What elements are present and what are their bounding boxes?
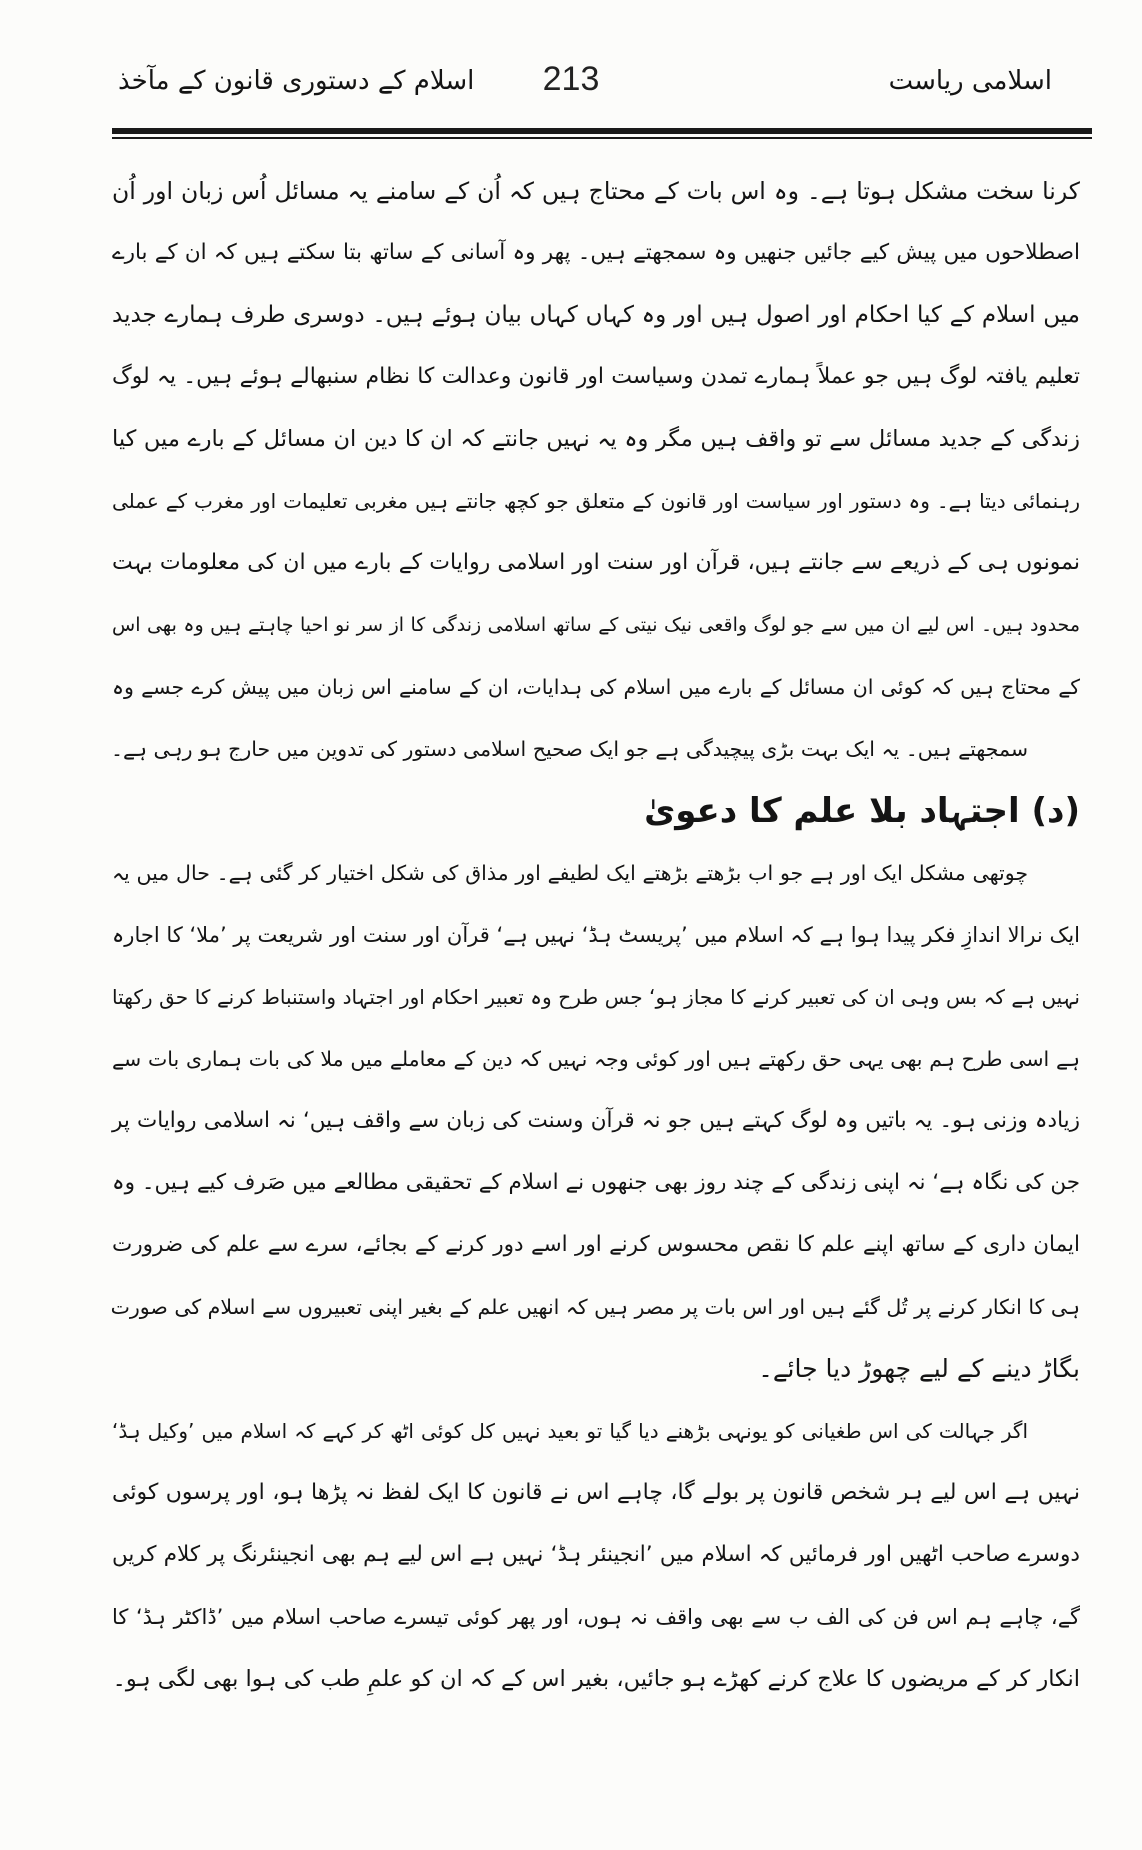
text-line: چوتھی مشکل ایک اور ہے جو اب بڑھتے بڑھتے ایک لطیفے اور مذاق کی شکل اختیار کر گئی ہے۔ حال میں یہ	[112, 861, 1028, 885]
text-line: انکار کر کے مریضوں کا علاج کرنے کھڑے ہو جائیں، بغیر اس کے کہ ان کو علمِ طب کی ہوا بھی لگی ہو۔	[112, 1666, 1080, 1692]
header-rule-thin	[112, 137, 1092, 139]
page-body	[112, 160, 1080, 1710]
running-header-chapter-title: اسلام کے دستوری قانون کے مآخذ	[118, 66, 475, 96]
text-line: ہے اسی طرح ہم بھی یہی حق رکھتے ہیں اور کوئی وجہ نہیں کہ دین کے معاملے میں ملا کی بات ہماری بات سے	[112, 1047, 1080, 1071]
text-line: اگر جہالت کی اس طغیانی کو یونہی بڑھنے دیا گیا تو بعید نہیں کل کوئی اٹھ کر کہے کہ اسلام میں ’وکیل ہڈ‘	[112, 1419, 1028, 1443]
text-line: جن کی نگاہ ہے‘ نہ اپنی زندگی کے چند روز بھی جنھوں نے اسلام کے تحقیقی مطالعے میں صَرف کیے ہیں۔ وہ	[112, 1170, 1080, 1195]
text-line: دوسرے صاحب اٹھیں اور فرمائیں کہ اسلام میں ’انجینئر ہڈ‘ نہیں ہے اس لیے ہم بھی انجینئرنگ پر کلام کریں	[112, 1542, 1080, 1567]
section-heading: (د) اجتہاد بلا علم کا دعویٰ	[644, 791, 1080, 831]
text-line: نمونوں ہی کے ذریعے سے جانتے ہیں، قرآن اور سنت اور اسلامی روایات کے بارے میں ان کی معلومات بہت	[112, 550, 1080, 575]
text-line: کرنا سخت مشکل ہوتا ہے۔ وہ اس بات کے محتاج ہیں کہ اُن کے سامنے یہ مسائل اُس زبان اور اُن	[112, 177, 1080, 205]
text-line: بگاڑ دینے کے لیے چھوڑ دیا جائے۔	[758, 1354, 1080, 1383]
header-rule-thick	[112, 128, 1092, 134]
text-line: گے، چاہے ہم اس فن کی الف ب سے بھی واقف نہ ہوں، اور پھر کوئی تیسرے صاحب اسلام میں ’ڈاکٹر ہڈ‘ کا	[112, 1605, 1080, 1629]
text-line: نہیں ہے اس لیے ہر شخص قانون پر بولے گا، چاہے اس نے قانون کا ایک لفظ نہ پڑھا ہو، اور پرسوں کوئی	[112, 1480, 1080, 1505]
running-header-book-title: اسلامی ریاست	[888, 66, 1052, 96]
text-line: ہی کا انکار کرنے پر تُل گئے ہیں اور اس بات پر مصر ہیں کہ انھیں علم کے بغیر اپنی تعبیروں سے اسلام کی صورت	[110, 1295, 1080, 1319]
text-line: میں اسلام کے کیا احکام اور اصول ہیں اور وہ کہاں کہاں بیان ہوئے ہیں۔ دوسری طرف ہمارے جدید	[112, 302, 1080, 328]
text-line: محدود ہیں۔ اس لیے ان میں سے جو لوگ واقعی نیک نیتی کے ساتھ اسلامی زندگی کا از سر نو احیا چاہتے ہیں وہ بھی اس	[112, 614, 1080, 636]
text-line: کے محتاج ہیں کہ کوئی ان مسائل کے بارے میں اسلام کی ہدایات، ان کے سامنے اس زبان میں پیش کرے جسے وہ	[112, 675, 1080, 699]
text-line: اصطلاحوں میں پیش کیے جائیں جنھیں وہ سمجھتے ہیں۔ پھر وہ آسانی کے ساتھ بتا سکتے ہیں کہ ان کے بارے	[112, 240, 1080, 265]
text-line: زندگی کے جدید مسائل سے تو واقف ہیں مگر وہ یہ نہیں جانتے کہ ان کا دین ان مسائل کے بارے میں کیا	[112, 426, 1080, 452]
text-line: رہنمائی دیتا ہے۔ وہ دستور اور سیاست اور قانون کے متعلق جو کچھ جانتے ہیں مغربی تعلیمات اور مغرب کے عملی	[112, 489, 1080, 513]
text-line: نہیں ہے کہ بس وہی ان کی تعبیر کرنے کا مجاز ہو‘ جس طرح وہ تعبیر احکام اور اجتہاد واستنباط کرنے کا حق رکھتا	[112, 985, 1081, 1009]
text-line: ایک نرالا اندازِ فکر پیدا ہوا ہے کہ اسلام میں ’پریسٹ ہڈ‘ نہیں ہے‘ قرآن اور سنت اور شریعت پر ’ملا‘ کا اجارہ	[112, 923, 1080, 947]
text-line: سمجھتے ہیں۔ یہ ایک بہت بڑی پیچیدگی ہے جو ایک صحیح اسلامی دستور کی تدوین میں حارج ہو رہی ہے۔	[110, 737, 1028, 761]
text-line: زیادہ وزنی ہو۔ یہ باتیں وہ لوگ کہتے ہیں جو نہ قرآن وسنت کی زبان سے واقف ہیں‘ نہ اسلامی روایات پر	[112, 1108, 1080, 1133]
page-number: 213	[542, 60, 600, 98]
text-line: تعلیم یافتہ لوگ ہیں جو عملاً ہمارے تمدن وسیاست اور قانون وعدالت کا نظام سنبھالے ہوئے ہیں۔ یہ لوگ	[112, 364, 1080, 389]
text-line: ایمان داری کے ساتھ اپنے علم کا نقص محسوس کرنے اور اسے دور کرنے کے بجائے، سرے سے علم کی ضرورت	[112, 1232, 1080, 1257]
